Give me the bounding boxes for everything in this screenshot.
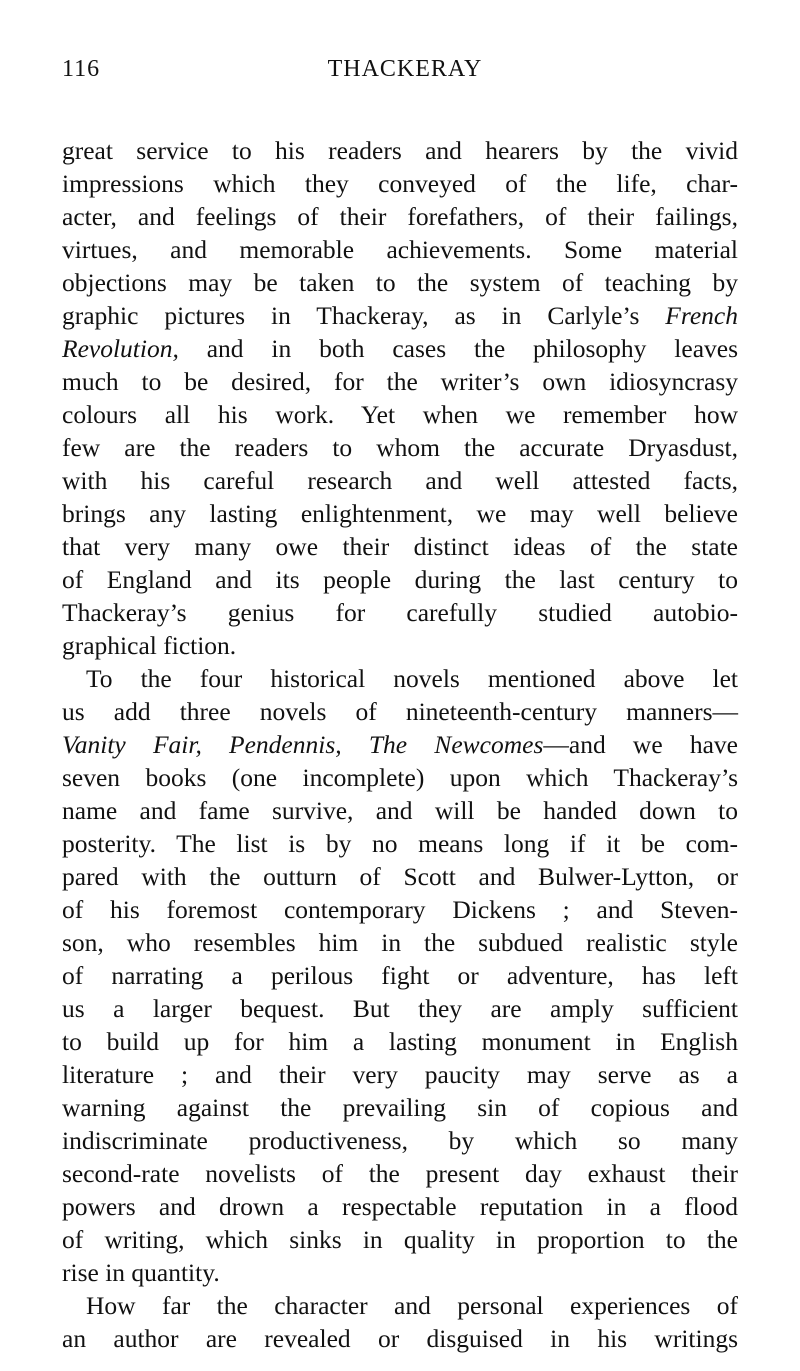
text-segment: of narrating a perilous fight or adventure, has left [62, 961, 738, 990]
text-line [62, 926, 738, 959]
text-line [62, 761, 738, 794]
text-line [62, 1025, 738, 1058]
text-segment: To the four historical novels mentioned above let [86, 664, 738, 693]
text-line [62, 794, 738, 827]
text-segment: great service to his readers and hearers by the vivid [62, 136, 738, 165]
text-segment: How far the character and personal experiences of [86, 1291, 738, 1320]
text-line [62, 233, 738, 266]
italic-title-text: Vanity Fair, Pendennis, The Newcomes [62, 730, 544, 759]
text-line [62, 200, 738, 233]
text-line [62, 398, 738, 431]
text-segment: indiscriminate productiveness, by which so many [62, 1126, 738, 1155]
text-line [62, 431, 738, 464]
text-line [62, 563, 738, 596]
text-line [62, 959, 738, 992]
text-line [62, 1223, 738, 1256]
text-segment: of England and its people during the last century to [62, 565, 738, 594]
text-segment: literature ; and their very paucity may serve as a [62, 1060, 738, 1089]
text-line [62, 662, 738, 695]
text-segment: acter, and feelings of their forefathers, of their failings, [62, 202, 738, 231]
text-segment: Thackeray’s genius for carefully studied autobio- [62, 598, 738, 627]
text-line [62, 365, 738, 398]
text-segment: son, who resembles him in the subdued realistic style [62, 928, 738, 957]
text-line [62, 299, 738, 332]
text-line [62, 596, 738, 629]
text-line [62, 497, 738, 530]
text-line [62, 1289, 738, 1322]
text-line [62, 464, 738, 497]
text-segment: to build up for him a lasting monument in English [62, 1027, 738, 1056]
running-title: THACKERAY [327, 56, 483, 82]
text-line [62, 695, 738, 728]
page-header [62, 56, 738, 90]
text-segment: an author are revealed or disguised in his writings [62, 1324, 738, 1353]
text-segment: powers and drown a respectable reputation in a flood [62, 1192, 738, 1221]
text-segment: of writing, which sinks in quality in proportion to the [62, 1225, 738, 1254]
text-line [62, 992, 738, 1025]
text-segment: objections may be taken to the system of teaching by [62, 268, 738, 297]
text-segment: name and fame survive, and will be handed down to [62, 796, 738, 825]
text-segment: seven books (one incomplete) upon which Thackeray’s [62, 763, 738, 792]
text-segment: us add three novels of nineteenth-century manners— [62, 697, 738, 726]
text-line [62, 1256, 738, 1289]
text-segment: that very many owe their distinct ideas of the state [62, 532, 738, 561]
text-line [62, 893, 738, 926]
body-text [62, 134, 738, 1355]
text-segment: of his foremost contemporary Dickens ; and Steven- [62, 895, 738, 924]
italic-title-text: French [665, 301, 738, 330]
text-line [62, 1091, 738, 1124]
text-segment: warning against the prevailing sin of copious and [62, 1093, 738, 1122]
italic-title-text: Revolution, [62, 334, 179, 363]
text-line [62, 629, 738, 662]
text-segment: rise in quantity. [62, 1258, 220, 1287]
text-line [62, 266, 738, 299]
page-number: 116 [62, 56, 101, 82]
text-line [62, 860, 738, 893]
text-segment: brings any lasting enlightenment, we may well believe [62, 499, 738, 528]
text-line [62, 332, 738, 365]
text-segment: much to be desired, for the writer’s own idiosyncrasy [62, 367, 738, 396]
text-line [62, 530, 738, 563]
text-segment: —and we have [543, 730, 738, 759]
text-segment: us a larger bequest. But they are amply sufficient [62, 994, 738, 1023]
text-line [62, 1157, 738, 1190]
text-segment: few are the readers to whom the accurate Dryasdust, [62, 433, 738, 462]
text-line [62, 167, 738, 200]
text-segment: impressions which they conveyed of the life, char- [62, 169, 738, 198]
text-segment: graphic pictures in Thackeray, as in Carlyle’s [62, 301, 666, 330]
text-segment: graphical fiction. [62, 631, 237, 660]
text-segment: posterity. The list is by no means long if it be com- [62, 829, 738, 858]
text-line [62, 1058, 738, 1091]
text-line [62, 134, 738, 167]
text-line [62, 1322, 738, 1355]
text-segment: with his careful research and well attested facts, [62, 466, 738, 495]
text-segment: virtues, and memorable achievements. Some material [62, 235, 738, 264]
text-segment: second-rate novelists of the present day exhaust their [62, 1159, 738, 1188]
text-segment: colours all his work. Yet when we remember how [62, 400, 738, 429]
text-line [62, 1190, 738, 1223]
text-line [62, 728, 738, 761]
text-segment: pared with the outturn of Scott and Bulwer-Lytton, or [62, 862, 738, 891]
text-segment: and in both cases the philosophy leaves [178, 334, 738, 363]
text-line [62, 827, 738, 860]
text-line [62, 1124, 738, 1157]
